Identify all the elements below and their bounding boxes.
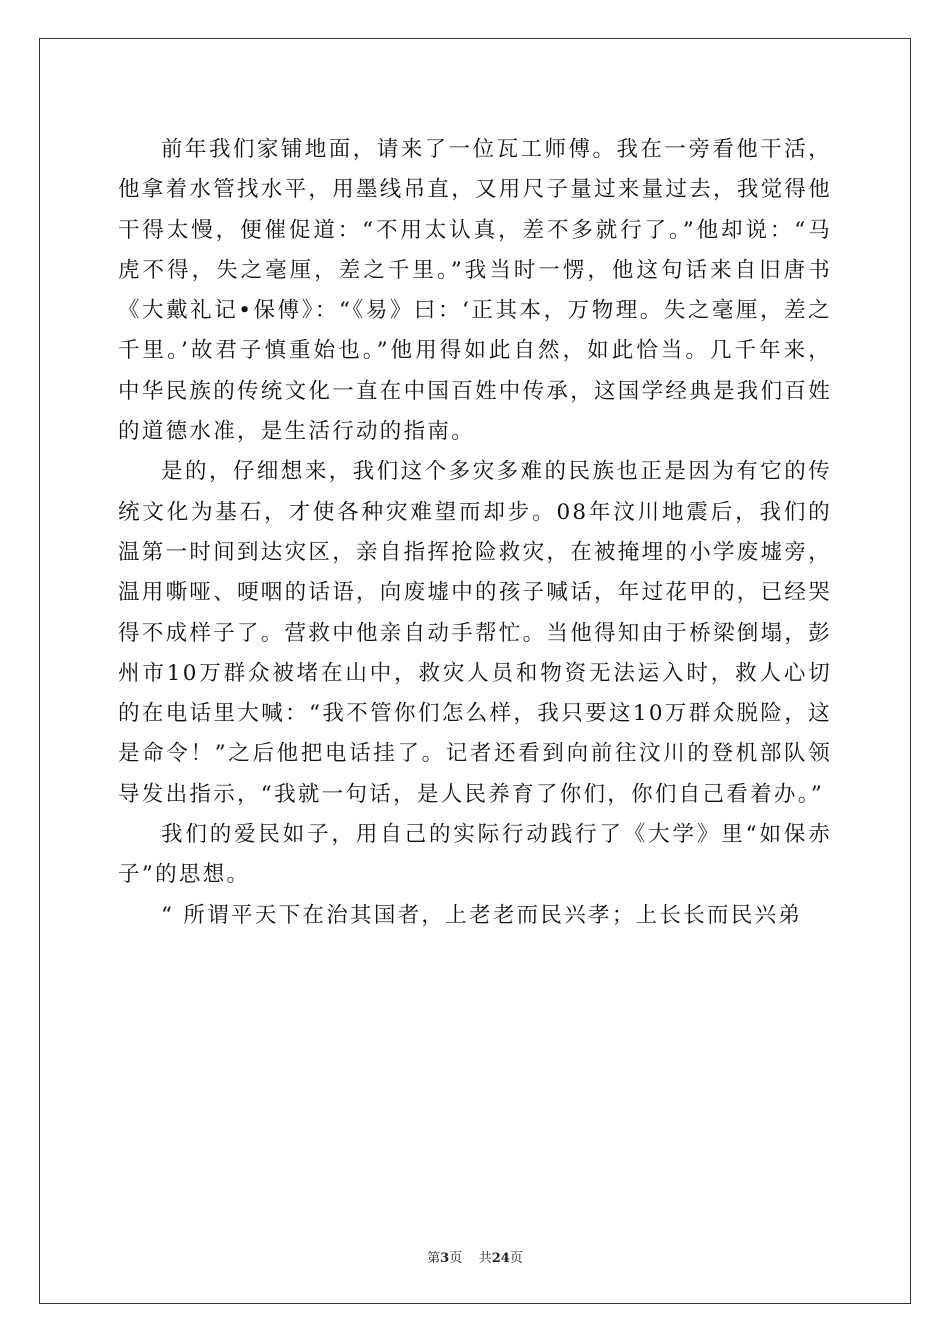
current-page-number: 3 [440,1251,450,1266]
paragraph-2: 是的，仔细想来，我们这个多灾多难的民族也正是因为有它的传统文化为基石，才使各种灾难望而却步。08年汶川地震后，我们的温第一时间到达灾区，亲自指挥抢险救灾，在被掩埋的小学废墟旁，温用嘶哑、哽咽的话语，向废墟中的孩子喊话，年过花甲的，已经哭得不成样子了。营救中他亲自动手帮忙。当他得知由于桥梁倒塌，彭州市10万群众被堵在山中，救灾人员和物资无法运入时，救人心切的在电话里大喊：“我不管你们怎么样，我只要这10万群众脱险，这是命令！”之后他把电话挂了。记者还看到向前往汶川的登机部队领导发出指示，“我就一句话，是人民养育了你们，你们自己看着办。” [118,459,833,807]
document-body [118,130,832,936]
page-prefix: 第 [427,1251,441,1266]
paragraph-3: 我们的爱民如子，用自己的实际行动践行了《大学》里“如保赤子”的思想。 [118,822,832,888]
page-footer [0,1247,950,1266]
paragraph-4: “ 所谓平天下在治其国者，上老老而民兴孝；上长长而民兴弟 [161,902,803,928]
total-prefix: 共 [478,1251,492,1266]
total-page-count: 24 [491,1251,510,1266]
total-unit: 页 [509,1251,523,1266]
paragraph-1: 前年我们家铺地面，请来了一位瓦工师傅。我在一旁看他干活，他拿着水管找水平，用墨线吊直，又用尺子量过来量过去，我觉得他干得太慢，便催促道：“不用太认真，差不多就行了。”他却说：“马虎不得，失之毫厘，差之千里。”我当时一愣，他这句话来自旧唐书《大戴礼记•保傅》：“《易》曰：‘正其本，万物理。失之毫厘，差之千里。’故君子慎重始也。”他用得如此自然，如此恰当。几千年来，中华民族的传统文化一直在中国百姓中传承，这国学经典是我们百姓的道德水准，是生活行动的指南。 [118,137,833,445]
page-unit: 页 [449,1251,463,1266]
